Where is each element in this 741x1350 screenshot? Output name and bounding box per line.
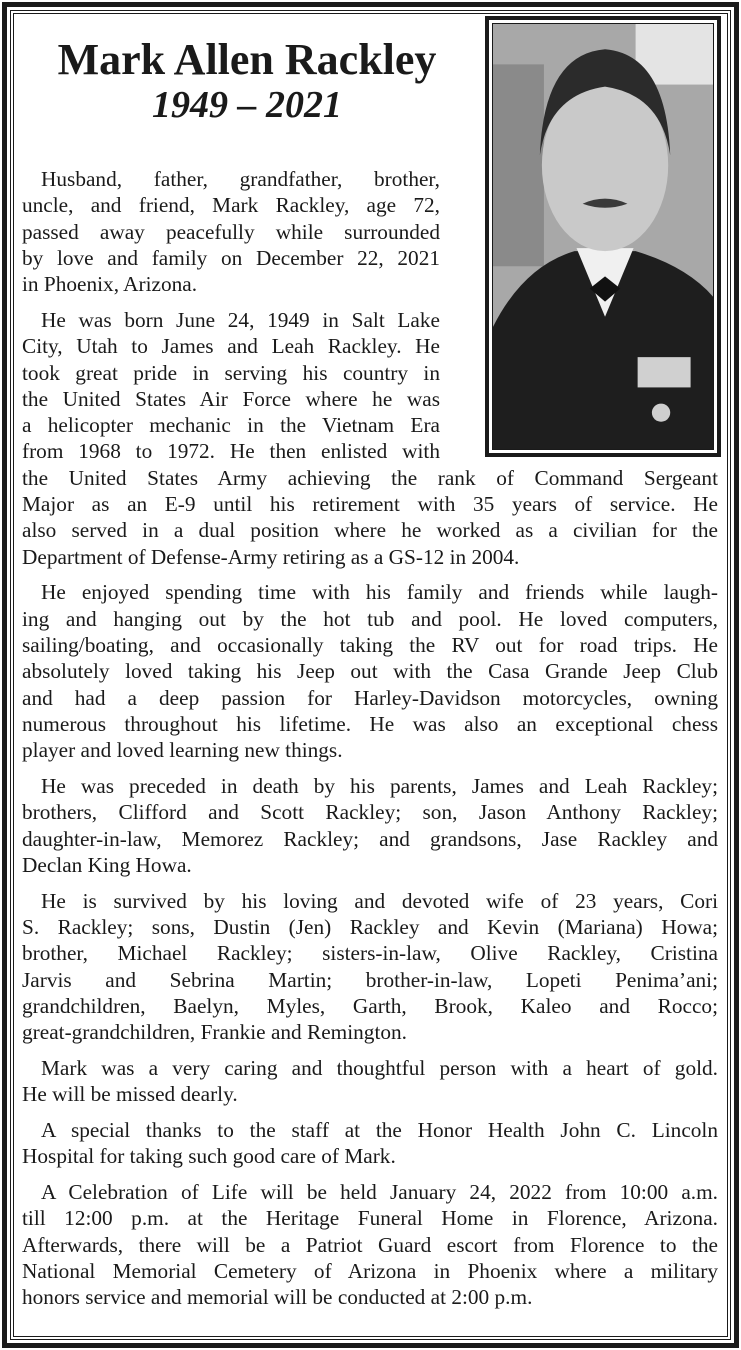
obituary-paragraph xyxy=(22,888,718,1046)
obituary-paragraph xyxy=(22,1117,718,1170)
obituary-text-line: the United States Army achieving the rank of Command Sergeant xyxy=(22,465,718,490)
obituary-text-line: He enjoyed spending time with his family and friends while laugh- xyxy=(41,580,718,605)
obituary-text-line: honors service and memorial will be conducted at 2:00 p.m. xyxy=(22,1285,533,1310)
obituary-text-line: National Memorial Cemetery of Arizona in Phoenix where a military xyxy=(22,1259,718,1284)
obituary-text-line: absolutely loved taking his Jeep out with the Casa Grande Jeep Club xyxy=(22,659,718,684)
obituary-text-line: brothers, Clifford and Scott Rackley; son, Jason Anthony Rackley; xyxy=(22,800,718,825)
obituary-paragraph xyxy=(22,1055,718,1108)
obituary-paragraph xyxy=(22,1179,718,1310)
obituary-text-line: A special thanks to the staff at the Honor Health John C. Lincoln xyxy=(41,1118,718,1143)
obituary-text-line: till 12:00 p.m. at the Heritage Funeral Home in Florence, Arizona. xyxy=(22,1206,718,1231)
obituary-text-line: grandchildren, Baelyn, Myles, Garth, Brook, Kaleo and Rocco; xyxy=(22,993,718,1018)
obituary-paragraph xyxy=(22,579,718,763)
obituary-text-line: also served in a dual position where he worked as a civilian for the xyxy=(22,518,718,543)
obituary-text-line: the United States Air Force where he was xyxy=(22,386,440,411)
obituary-text-line: He was born June 24, 1949 in Salt Lake xyxy=(41,307,440,332)
obituary-text-line: from 1968 to 1972. He then enlisted with xyxy=(22,439,440,464)
obituary-text-line: Department of Defense-Army retiring as a GS-12 in 2004. xyxy=(22,544,520,569)
obituary-text-line: City, Utah to James and Leah Rackley. He xyxy=(22,334,440,359)
obituary-body xyxy=(22,166,718,1311)
obituary-text-line: took great pride in serving his country in xyxy=(22,360,440,385)
obituary-text-line: brother, Michael Rackley; sisters-in-law, Olive Rackley, Cristina xyxy=(22,941,718,966)
obituary-text-line: Major as an E-9 until his retirement with 35 years of service. He xyxy=(22,492,718,517)
obituary-text-line: S. Rackley; sons, Dustin (Jen) Rackley and Kevin (Mariana) Howa; xyxy=(22,915,718,940)
obituary-paragraph xyxy=(22,166,718,297)
obituary-paragraph xyxy=(22,773,718,878)
obituary-text-line: Afterwards, there will be a Patriot Guard escort from Florence to the xyxy=(22,1232,718,1257)
obituary-text-line: Mark was a very caring and thoughtful person with a heart of gold. xyxy=(41,1056,718,1080)
obituary-text-line: ing and hanging out by the hot tub and pool. He loved computers, xyxy=(22,606,718,631)
obituary-name: Mark Allen Rackley xyxy=(57,35,437,84)
obituary-text-line: in Phoenix, Arizona. xyxy=(22,272,198,297)
obituary-text-line: a helicopter mechanic in the Vietnam Era xyxy=(22,413,440,438)
obituary-text-line: and had a deep passion for Harley-Davidson motorcycles, owning xyxy=(22,685,718,710)
obituary-text-line: Husband, father, grandfather, brother, xyxy=(41,167,440,191)
obituary-text-line: numerous throughout his lifetime. He was also an exceptional chess xyxy=(22,711,718,736)
obituary-text-line: He is survived by his loving and devoted wife of 23 years, Cori xyxy=(41,888,718,913)
obituary-text-line: Declan King Howa. xyxy=(22,852,192,877)
obituary-text-line: Jarvis and Sebrina Martin; brother-in-law, Lopeti Penima’ani; xyxy=(22,967,718,992)
obituary-text-line: A Celebration of Life will be held January 24, 2022 from 10:00 a.m. xyxy=(41,1180,718,1205)
obituary-text-line: He will be missed dearly. xyxy=(22,1082,238,1107)
obituary-text-line: player and loved learning new things. xyxy=(22,738,343,763)
obituary-paragraph xyxy=(22,307,718,570)
obituary-text-line: Hospital for taking such good care of Mark. xyxy=(22,1144,396,1169)
obituary-text-line: passed away peacefully while surrounded xyxy=(22,219,440,244)
obituary-text-line: He was preceded in death by his parents, James and Leah Rackley; xyxy=(41,774,718,799)
obituary-text-line: uncle, and friend, Mark Rackley, age 72, xyxy=(22,193,440,218)
obituary-years: 1949 – 2021 xyxy=(152,84,342,126)
obituary-text-line: daughter-in-law, Memorez Rackley; and grandsons, Jase Rackley and xyxy=(22,826,718,851)
obituary-text-line: great-grandchildren, Frankie and Remington. xyxy=(22,1020,407,1045)
obituary-text-line: sailing/boating, and occasionally taking the RV out for road trips. He xyxy=(22,633,718,658)
obituary-text-line: by love and family on December 22, 2021 xyxy=(22,245,440,270)
